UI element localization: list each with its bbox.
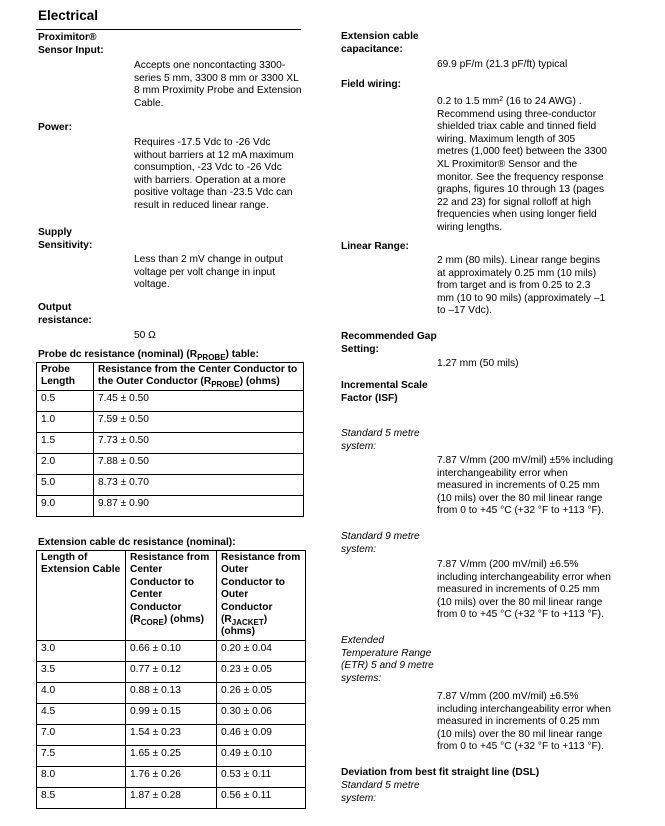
ext-jacket-cell: 0.56 ± 0.11 <box>217 787 306 808</box>
extension-resistance-table <box>36 550 306 809</box>
ext-jacket-cell: 0.20 ± 0.04 <box>217 640 306 661</box>
field-wiring-text: 0.2 to 1.5 $mm^2$ (16 to 24 AWG) . Recommend using three-conductor shielded triax cable and tinned field wiring. Maximum length of 305 metres (1,000 feet) between the 3300 XL Proximitor® Sensor and the monitor. See the frequency response graphs, figures 10 through 13 (pages 22 and 23) for signal rolloff at high frequencies when using longer field wiring lengths. <box>437 96 607 233</box>
probe-resistance-cell: 7.88 ± 0.50 <box>94 453 304 474</box>
ext-core-cell: 0.88 ± 0.13 <box>126 682 217 703</box>
table-row <box>37 703 306 724</box>
probe-length-cell: 5.0 <box>37 474 94 495</box>
ext-jacket-cell: 0.53 ± 0.11 <box>217 766 306 787</box>
section-title: Electrical <box>38 8 99 23</box>
dsl-label: Deviation from best fit straight line (DSL) <box>341 767 540 778</box>
probe-length-cell: 1.5 <box>37 432 94 453</box>
table-row <box>37 474 304 495</box>
power-text: Requires -17.5 Vdc to -26 Vdc without barriers at 12 mA maximum consumption, -23 Vdc to -26 Vdc with barriers. Operation at a more positive voltage than -23.5 Vdc can result in reduced linear range. <box>134 137 294 211</box>
ext-length-cell: 3.0 <box>37 640 126 661</box>
probe-resistance-cell: 7.45 ± 0.50 <box>94 390 304 411</box>
table-row <box>37 724 306 745</box>
ext-core-cell: 0.99 ± 0.15 <box>126 703 217 724</box>
ext-jacket-cell: 0.46 ± 0.09 <box>217 724 306 745</box>
table-row <box>37 745 306 766</box>
gap-setting-text: 1.27 mm (50 mils) <box>437 358 519 369</box>
ext-length-cell: 7.0 <box>37 724 126 745</box>
probe-length-header: Probe Length <box>37 363 94 391</box>
ext-jacket-cell: 0.49 ± 0.10 <box>217 745 306 766</box>
ext-length-header: Length of Extension Cable <box>37 551 126 641</box>
ext-length-cell: 8.0 <box>37 766 126 787</box>
table-row <box>37 766 306 787</box>
etr-text: 7.87 V/mm (200 mV/mil) ±6.5% including interchangeability error when measured in increments of 0.25 mm (10 mils) over the 80 mil linear range from 0 to +45 °C (+32 °F to +113 °F). <box>437 691 611 753</box>
supply-sensitivity-text: Less than 2 mV change in output voltage per volt change in input voltage. <box>134 254 283 291</box>
probe-resistance-cell: 8.73 ± 0.70 <box>94 474 304 495</box>
power-label: Power: <box>38 122 72 133</box>
probe-resistance-cell: 7.73 ± 0.50 <box>94 432 304 453</box>
ext-core-cell: 1.65 ± 0.25 <box>126 745 217 766</box>
output-resistance-label: Output resistance: <box>38 302 92 326</box>
std5-text: 7.87 V/mm (200 mV/mil) ±5% including interchangeability error when measured in increments of 0.25 mm (10 mils) over the 80 mil linear range from 0 to +45 °C (+32 °F to +113 °F). <box>437 455 614 517</box>
std9-label: Standard 9 metre system: <box>341 531 420 555</box>
isf-label: Incremental Scale Factor (ISF) <box>341 380 428 404</box>
ext-length-cell: 4.5 <box>37 703 126 724</box>
probe-table-caption: Probe dc resistance (nominal) $(R_{PROBE})$ table: <box>38 349 259 363</box>
ext-core-cell: 1.87 ± 0.28 <box>126 787 217 808</box>
ext-length-cell: 3.5 <box>37 661 126 682</box>
ext-jacket-cell: 0.23 ± 0.05 <box>217 661 306 682</box>
probe-length-cell: 1.0 <box>37 411 94 432</box>
section-divider <box>36 29 301 30</box>
table-row <box>37 411 304 432</box>
ext-length-cell: 4.0 <box>37 682 126 703</box>
std5-label: Standard 5 metre system: <box>341 428 420 452</box>
ext-jacket-cell: 0.30 ± 0.06 <box>217 703 306 724</box>
ext-jacket-cell: 0.26 ± 0.05 <box>217 682 306 703</box>
linear-range-label: Linear Range: <box>341 241 409 252</box>
probe-length-cell: 9.0 <box>37 495 94 516</box>
field-wiring-label: Field wiring: <box>341 79 401 90</box>
ext-jacket-header: Resistance from Outer Conductor to Outer Conductor $(R_{JACKET})$ (ohms) <box>217 551 306 641</box>
probe-resistance-header: Resistance from the Center Conductor to the Outer Conductor $(R_{PROBE})$ (ohms) <box>94 363 304 391</box>
table-row <box>37 495 304 516</box>
dsl-std5-label: Standard 5 metre system: <box>341 780 420 804</box>
table-row <box>37 787 306 808</box>
linear-range-text: 2 mm (80 mils). Linear range begins at approximately 0.25 mm (10 mils) from target and is from 0.25 to 2.3 mm (10 to 90 mils) (approximately –1 to –17 Vdc). <box>437 255 606 317</box>
ext-core-cell: 0.66 ± 0.10 <box>126 640 217 661</box>
ext-core-cell: 1.54 ± 0.23 <box>126 724 217 745</box>
capacitance-text: 69.9 pF/m (21.3 pF/ft) typical <box>437 59 568 70</box>
output-resistance-text: 50 Ω <box>134 330 156 341</box>
ext-core-cell: 1.76 ± 0.26 <box>126 766 217 787</box>
capacitance-label: Extension cable capacitance: <box>341 31 419 55</box>
ext-length-cell: 7.5 <box>37 745 126 766</box>
sensor-input-label: Proximitor® Sensor Input: <box>38 32 104 56</box>
table-row <box>37 661 306 682</box>
probe-length-cell: 0.5 <box>37 390 94 411</box>
probe-resistance-table <box>36 362 304 517</box>
probe-resistance-cell: 9.87 ± 0.90 <box>94 495 304 516</box>
table-row <box>37 453 304 474</box>
table-row <box>37 682 306 703</box>
ext-core-cell: 0.77 ± 0.12 <box>126 661 217 682</box>
sensor-input-text: Accepts one noncontacting 3300-series 5 mm, 3300 8 mm or 3300 XL 8 mm Proximity Probe and Extension Cable. <box>134 60 302 109</box>
gap-setting-label: Recommended Gap Setting: <box>341 331 437 355</box>
probe-resistance-cell: 7.59 ± 0.50 <box>94 411 304 432</box>
table-row <box>37 640 306 661</box>
ext-core-header: Resistance from Center Conductor to Center Conductor $(R_{CORE})$ (ohms) <box>126 551 217 641</box>
table-row <box>37 390 304 411</box>
table-row <box>37 432 304 453</box>
std9-text: 7.87 V/mm (200 mV/mil) ±6.5% including interchangeability error when measured in increments of 0.25 mm (10 mils) over the 80 mil linear range from 0 to +45 °C (+32 °F to +113 °F). <box>437 559 611 621</box>
ext-length-cell: 8.5 <box>37 787 126 808</box>
ext-table-caption: Extension cable dc resistance (nominal): <box>38 537 236 548</box>
etr-label: Extended Temperature Range (ETR) 5 and 9 metre systems: <box>341 635 434 684</box>
probe-length-cell: 2.0 <box>37 453 94 474</box>
supply-sensitivity-label: Supply Sensitivity: <box>38 227 93 251</box>
